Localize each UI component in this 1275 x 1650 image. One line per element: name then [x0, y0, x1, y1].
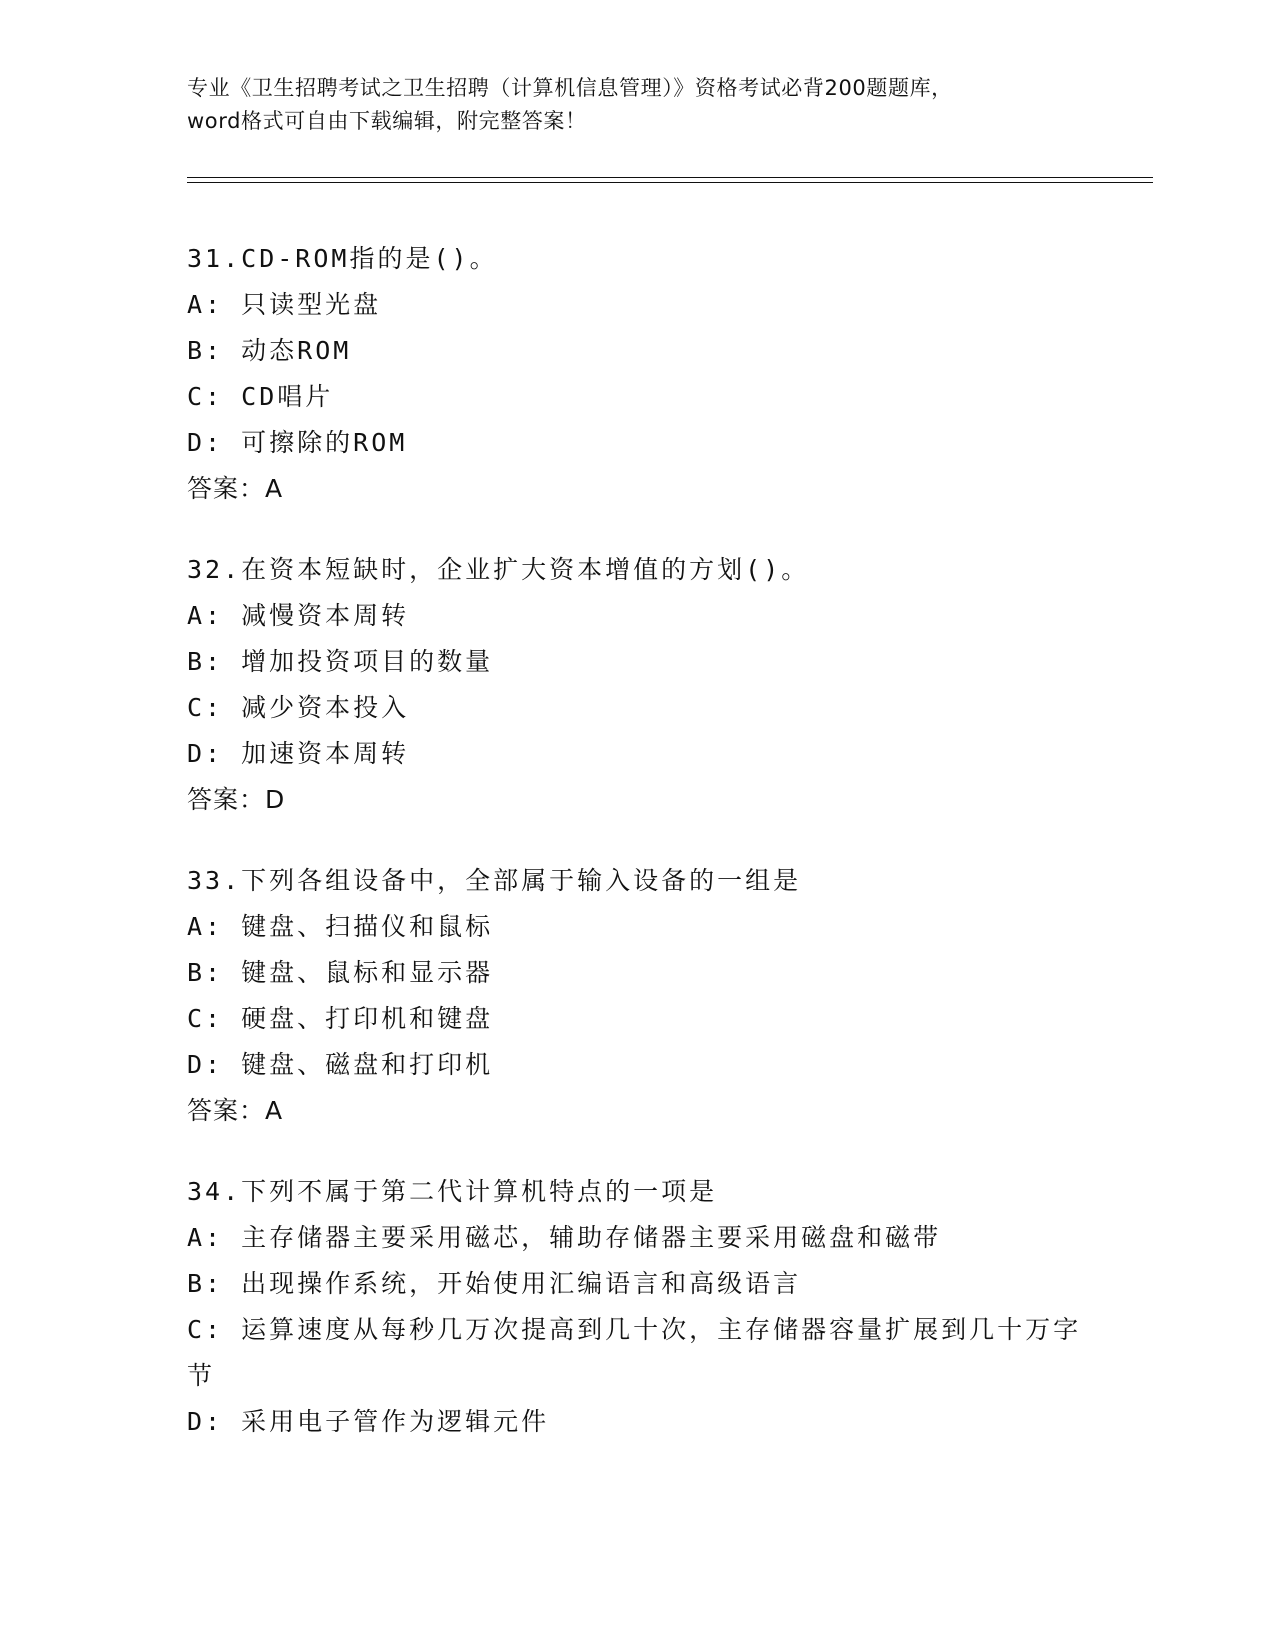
- document-header: [187, 72, 1087, 138]
- question-stem: 31.CD-ROM指的是()。: [187, 244, 498, 273]
- option-a: A: 主存储器主要采用磁芯，辅助存储器主要采用磁盘和磁带: [187, 1223, 942, 1252]
- answer-line: 答案：A: [187, 1096, 284, 1125]
- option-c: C: CD唱片: [187, 382, 334, 411]
- option-a: A: 减慢资本周转: [187, 601, 410, 630]
- header-divider-bottom: [187, 182, 1153, 183]
- option-b: B: 增加投资项目的数量: [187, 647, 494, 676]
- option-d: D: 加速资本周转: [187, 739, 410, 768]
- option-b: B: 动态ROM: [187, 336, 352, 365]
- answer-line: 答案：D: [187, 785, 286, 814]
- question-31: [187, 236, 1087, 512]
- option-c: C: 减少资本投入: [187, 693, 410, 722]
- option-a: A: 只读型光盘: [187, 290, 382, 319]
- answer-line: 答案：A: [187, 474, 284, 503]
- option-b: B: 出现操作系统，开始使用汇编语言和高级语言: [187, 1269, 802, 1298]
- question-stem: 32.在资本短缺时，企业扩大资本增值的方划()。: [187, 555, 810, 584]
- question-32: [187, 547, 1087, 823]
- question-34: [187, 1169, 1087, 1445]
- question-stem: 33.下列各组设备中，全部属于输入设备的一组是: [187, 866, 802, 895]
- option-c: C: 运算速度从每秒几万次提高到几十次，主存储器容量扩展到几十万字节: [187, 1315, 1082, 1390]
- question-stem: 34.下列不属于第二代计算机特点的一项是: [187, 1177, 718, 1206]
- option-a: A: 键盘、扫描仪和鼠标: [187, 912, 494, 941]
- header-divider-top: [187, 177, 1153, 178]
- option-d: D: 采用电子管作为逻辑元件: [187, 1407, 550, 1436]
- option-d: D: 键盘、磁盘和打印机: [187, 1050, 494, 1079]
- question-list: [187, 236, 1087, 1480]
- header-line-2: word格式可自由下载编辑，附完整答案！: [187, 109, 587, 133]
- option-c: C: 硬盘、打印机和键盘: [187, 1004, 494, 1033]
- header-line-1: 专业《卫生招聘考试之卫生招聘（计算机信息管理）》资格考试必背200题题库，: [187, 76, 953, 100]
- option-d: D: 可擦除的ROM: [187, 428, 408, 457]
- question-33: [187, 858, 1087, 1134]
- option-b: B: 键盘、鼠标和显示器: [187, 958, 494, 987]
